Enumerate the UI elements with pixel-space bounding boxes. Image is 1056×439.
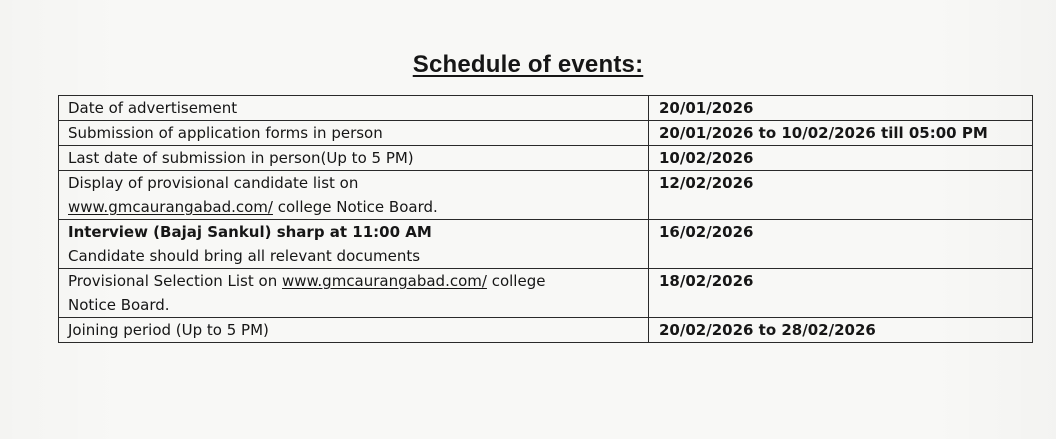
event-line: Notice Board. (68, 296, 170, 314)
table-row (59, 220, 1033, 269)
event-cell: Submission of application forms in person (59, 121, 649, 146)
event-text: Provisional Selection List on (68, 272, 282, 290)
table-row (59, 121, 1033, 146)
date-cell: 18/02/2026 (649, 269, 1033, 318)
table-row (59, 171, 1033, 220)
event-cell (59, 269, 649, 318)
date-cell: 12/02/2026 (649, 171, 1033, 220)
table-row (59, 269, 1033, 318)
event-text: college (486, 272, 546, 290)
schedule-table (58, 95, 1033, 343)
date-cell: 20/01/2026 to 10/02/2026 till 05:00 PM (649, 121, 1033, 146)
date-cell: 20/01/2026 (649, 96, 1033, 121)
event-line-bold: Interview (Bajaj Sankul) sharp at 11:00 AM (68, 223, 432, 241)
date-cell: 10/02/2026 (649, 146, 1033, 171)
event-cell: Joining period (Up to 5 PM) (59, 318, 649, 343)
event-cell: Last date of submission in person(Up to 5 PM) (59, 146, 649, 171)
table-row (59, 146, 1033, 171)
event-line: Display of provisional candidate list on (68, 174, 359, 192)
event-cell (59, 220, 649, 269)
date-cell: 16/02/2026 (649, 220, 1033, 269)
table-row (59, 96, 1033, 121)
date-cell: 20/02/2026 to 28/02/2026 (649, 318, 1033, 343)
event-line (68, 195, 648, 219)
table-row (59, 318, 1033, 343)
event-cell (59, 171, 649, 220)
event-cell: Date of advertisement (59, 96, 649, 121)
event-text: college Notice Board. (272, 198, 438, 216)
schedule-table-container (58, 95, 1032, 343)
website-link[interactable]: www.gmcaurangabad.com/ (68, 198, 273, 216)
website-link[interactable]: www.gmcaurangabad.com/ (281, 272, 487, 290)
event-line: Candidate should bring all relevant documents (68, 247, 421, 265)
event-line (68, 269, 648, 293)
page-title: Schedule of events: (412, 51, 644, 78)
